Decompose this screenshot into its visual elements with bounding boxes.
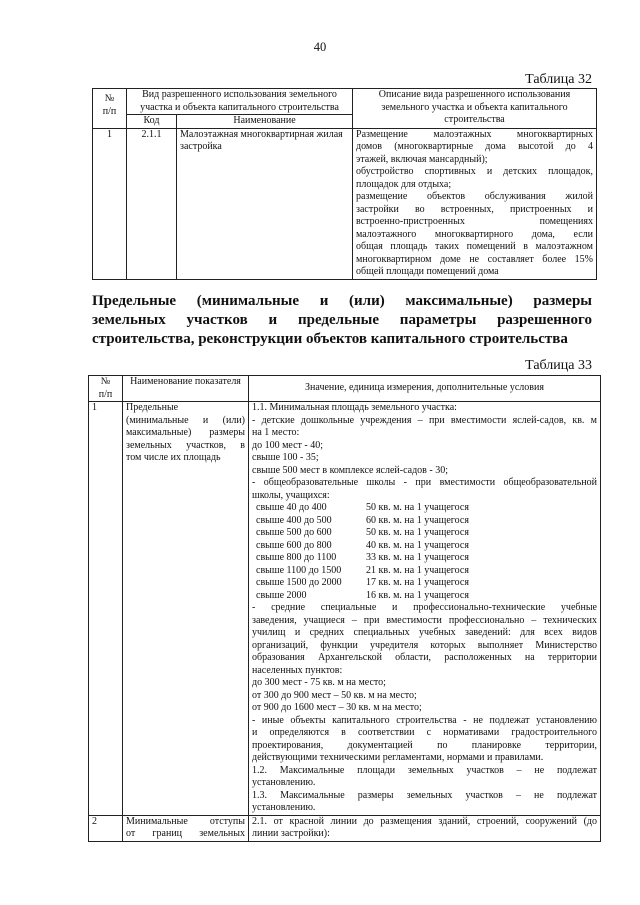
schools-norms: свыше 40 до 400 50 кв. м. на 1 учащегося свыше 400 до 500 60 кв. м. на 1 учащегося свыше 500 до 600 50 кв. м. на 1 учащегося свыше 600 до 800 40 кв. м. на 1 учащегося свыше 800 до 1100 33 кв. м. на 1 учащегося свыше 1100 до 1500 21 кв. м. на 1 учащегося свыше 1500 до 2000 17 кв. м. на 1 учащегося свыше 2000 16 кв. м. на 1 учащегося bbox=[256, 502, 469, 601]
t33-row1-num: 1 bbox=[89, 402, 123, 816]
table32-caption: Таблица 32 bbox=[525, 72, 592, 87]
t33-row2-value: 2.1. от красной линии до размещения зданий, строений, сооружений (до линии застройки): bbox=[249, 815, 601, 841]
section-heading bbox=[92, 292, 592, 349]
heading-line: земельных участков и предельные параметры разрешенного bbox=[92, 312, 592, 328]
table-row bbox=[89, 815, 601, 841]
table-33 bbox=[88, 375, 601, 842]
t32-header-code: Код bbox=[127, 115, 177, 129]
t33-header-name: Наименование показателя bbox=[123, 376, 249, 402]
t33-row1-value: 1.1. Минимальная площадь земельного участка: - детские дошкольные учреждения – при вместимости яслей-садов, кв. м на 1 место: до 100 мест - 40; свыше 100 - 35; свыше 500 мест в комплексе яслей-садов - 30; - общеобразовательные школы - при вместимости общеобразовательной школы, учащихся: свыше 40 до 400 50 кв. м. на 1 учащегося свыше 400 до 500 60 кв. м. на 1 учащегося свыше 500 до 600 50 кв. м. на 1 учащегося свыше 600 до 800 40 кв. м. на 1 учащегося свыше 800 до 1100 33 кв. м. на 1 учащегося свыше 1100 до 1500 21 кв. м. на 1 учащегося свыше 1500 до 2000 17 кв. м. на 1 учащегося свыше 2000 16 кв. м. на 1 учащегося - средние специальные и профессионально-технические учебные заведения, учащиеся – при вместимости профессионально – технических училищ и средних специальных учебных заведений: для всех видов организаций, функции учредителя которых выполняет Министерство образования Архангельской области, расположенных на территории населенных пунктов: до 300 мест - 75 кв. м на место; от 300 до 900 мест – 50 кв. м на место; от 900 до 1600 мест – 30 кв. м на место; - иные объекты капитального строительства - не подлежат установлению и определяются в соответствии с нормативами градостроительного проектирования, документацией по планировке территории, действующими техническими регламентами, нормами и правилами. 1.2. Максимальные площади земельных участков – не подлежат установлению. 1.3. Максимальные размеры земельных участков – не подлежат установлению. bbox=[249, 402, 601, 816]
t32-header-name: Наименование bbox=[177, 115, 353, 129]
table33-caption: Таблица 33 bbox=[525, 358, 592, 373]
t32-row-code: 2.1.1 bbox=[127, 128, 177, 279]
t32-row-num: 1 bbox=[93, 128, 127, 279]
t32-header-desc: Описание вида разрешенного использования земельного участка и объекта капитального строительства bbox=[353, 89, 597, 129]
t33-header-value: Значение, единица измерения, дополнительные условия bbox=[249, 376, 601, 402]
t33-row2-num: 2 bbox=[89, 815, 123, 841]
t33-row1-name: Предельные (минимальные и (или) максимальные) размеры земельных участков, в том числе их площадь bbox=[123, 402, 249, 816]
table-row bbox=[93, 128, 597, 279]
t32-header-num: № п/п bbox=[93, 89, 127, 129]
t32-row-name: Малоэтажная многоквартирная жилая застройка bbox=[177, 128, 353, 279]
t32-header-vid: Вид разрешенного использования земельного участка и объекта капитального строительства bbox=[127, 89, 353, 115]
table-row bbox=[89, 402, 601, 816]
t33-row2-name: Минимальные отступы от границ земельных bbox=[123, 815, 249, 841]
page-number: 40 bbox=[313, 40, 327, 54]
heading-line: Предельные (минимальные и (или) максимальные) размеры bbox=[92, 293, 592, 309]
table-32 bbox=[92, 88, 597, 280]
t33-header-num: № п/п bbox=[89, 376, 123, 402]
t32-row-desc: Размещение малоэтажных многоквартирных домов (многоквартирные дома высотой до 4 этажей, включая мансардный); обустройство спортивных и детских площадок, площадок для отдыха; размещение объектов обслуживания жилой застройки во встроенных, пристроенных и встроенно-пристроенных помещениях малоэтажного многоквартирного дома, если общая площадь таких помещений в малоэтажном многоквартирном доме не составляет более 15% общей площади помещений дома bbox=[353, 128, 597, 279]
heading-line: строительства, реконструкции объектов капитального строительства bbox=[92, 331, 568, 347]
